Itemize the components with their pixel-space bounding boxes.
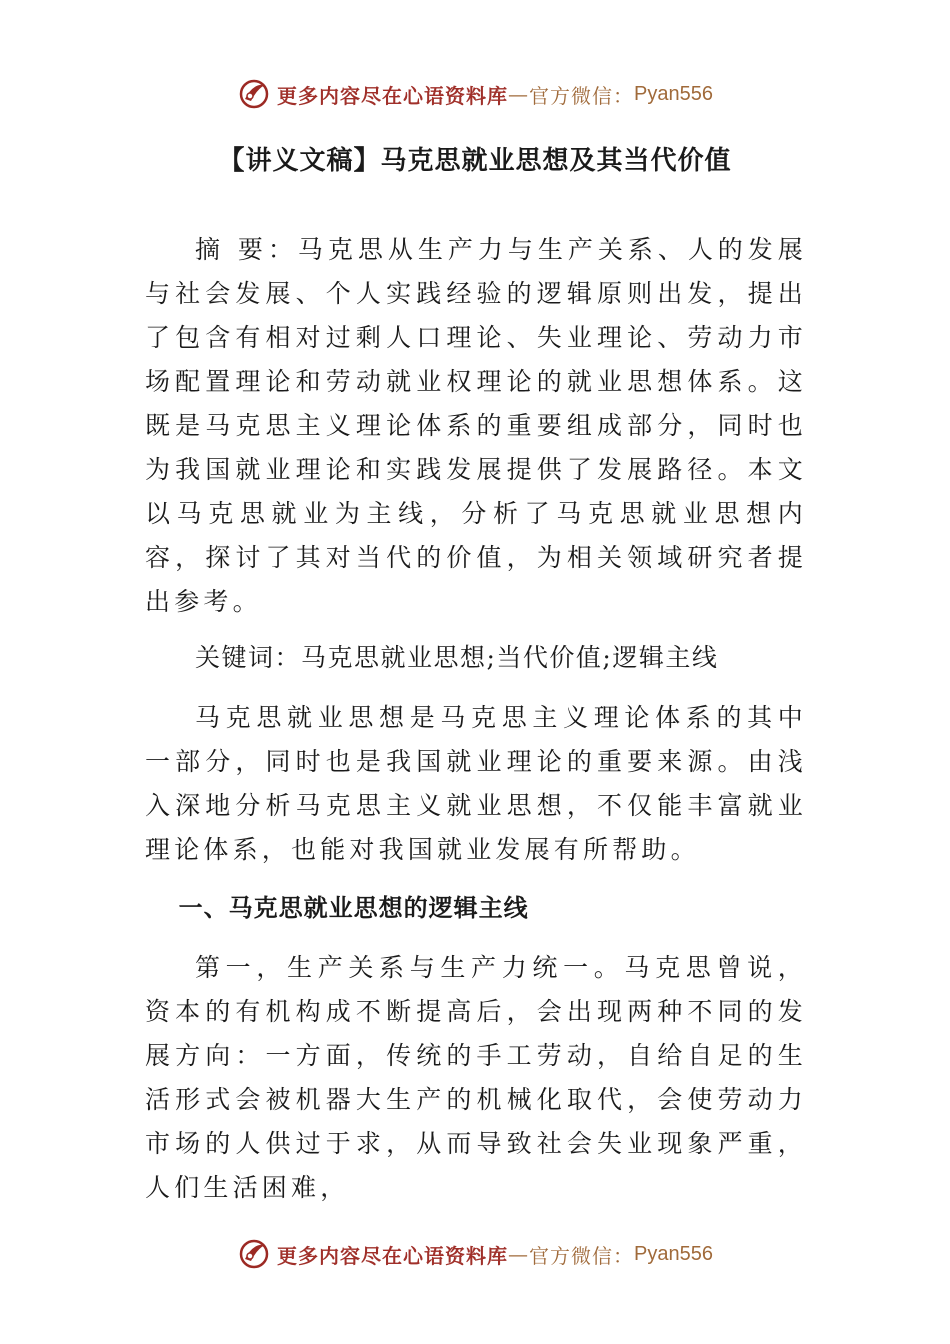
banner-official-label: 官方微信： [529, 83, 635, 108]
keywords-paragraph: 关键词：马克思就业思想;当代价值;逻辑主线 [195, 643, 719, 672]
banner-brand-text: 更多内容尽在心语资料库 [277, 1243, 509, 1268]
logo-icon [237, 1237, 271, 1271]
section-paragraph: 第一，生产关系与生产力统一。马克思曾说，资本的有机构成不断提高后，会出现两种不同的发展方向：一方面，传统的手工劳动，自给自足的生活形式会被机器大生产的机械化取代，会使劳动力市场的人供过于求，从而导致社会失业现象严重，人们生活困难， [145, 953, 807, 1202]
banner-dash: — [508, 82, 530, 106]
banner-wechat-id: Pyan556 [634, 1242, 713, 1265]
banner-wechat-id: Pyan556 [634, 82, 713, 105]
section-heading: 一、马克思就业思想的逻辑主线 [178, 894, 529, 922]
intro-paragraph: 马克思就业思想是马克思主义理论体系的其中一部分，同时也是我国就业理论的重要来源。由浅入深地分析马克思主义就业思想，不仅能丰富就业理论体系，也能对我国就业发展有所帮助。 [145, 703, 807, 864]
document-body [145, 228, 807, 1210]
logo-icon [237, 77, 271, 111]
banner-official-label: 官方微信： [529, 1243, 635, 1268]
banner-dash: — [508, 1242, 530, 1266]
footer-banner [0, 1232, 950, 1276]
abstract-paragraph: 摘 要：马克思从生产力与生产关系、人的发展与社会发展、个人实践经验的逻辑原则出发，提出了包含有相对过剩人口理论、失业理论、劳动力市场配置理论和劳动就业权理论的就业思想体系。这既是马克思主义理论体系的重要组成部分，同时也为我国就业理论和实践发展提供了发展路径。本文以马克思就业为主线，分析了马克思就业思想内容，探讨了其对当代的价值，为相关领域研究者提出参考。 [145, 235, 807, 616]
banner-brand-text: 更多内容尽在心语资料库 [277, 83, 509, 108]
document-title: 【讲义文稿】马克思就业思想及其当代价值 [218, 146, 732, 176]
header-banner [0, 72, 950, 116]
